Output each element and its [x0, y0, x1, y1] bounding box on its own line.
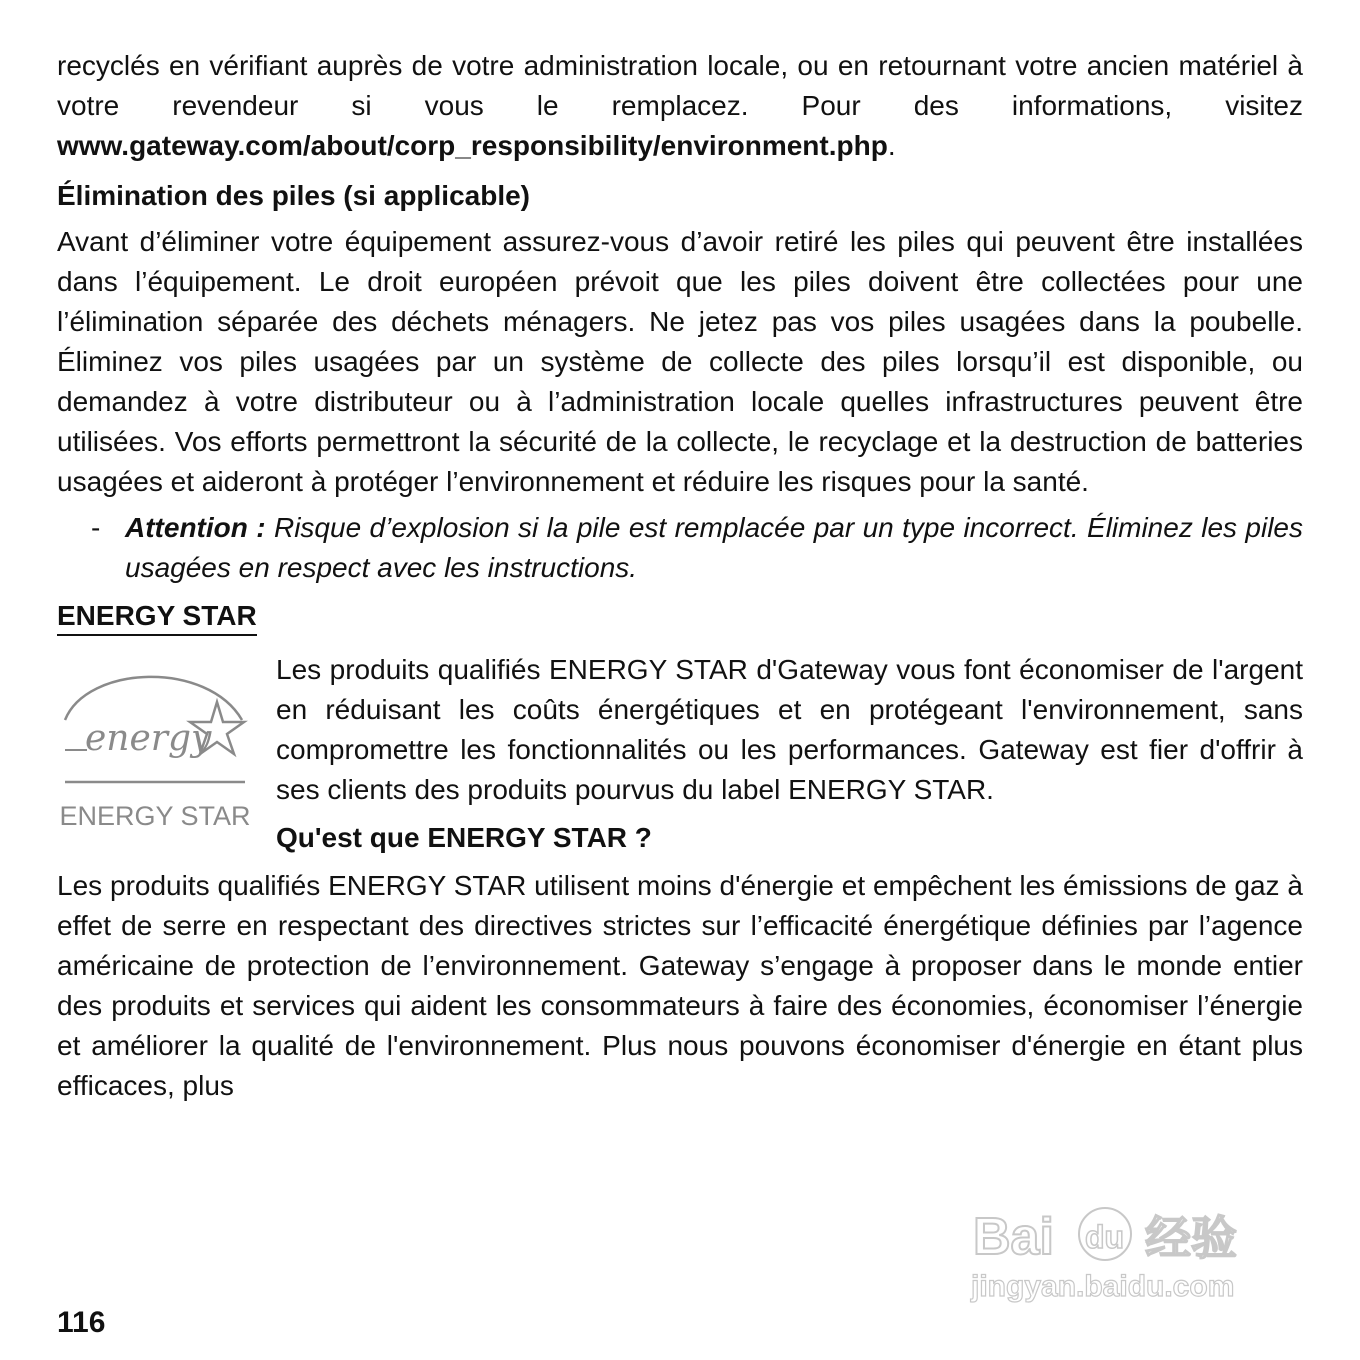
attention-note: [57, 508, 1303, 588]
environment-link[interactable]: www.gateway.com/about/corp_responsibility/environment.php: [57, 130, 888, 161]
logo-script: energy: [85, 718, 212, 759]
attention-label: Attention :: [125, 512, 266, 543]
logo-caption: ENERGY STAR: [59, 801, 251, 831]
energy-star-body: Les produits qualifiés ENERGY STAR utilisent moins d'énergie et empêchent les émissions de gaz à effet de serre en respectant des directives strictes sur l’efficacité énergétique définies par l’agence américaine de protection de l’environnement. Gateway s’engage à proposer dans le monde entier des produits et services qui aident les consommateurs à faire des économies, économiser l’énergie et améliorer la qualité de l'environnement. Plus nous pouvons économiser d'énergie en étant plus efficaces, plus: [57, 870, 1303, 1101]
page-number: 116: [57, 1306, 106, 1339]
energy-star-intro: Les produits qualifiés ENERGY STAR d'Gateway vous font économiser de l'argent en réduisant les coûts énergétiques et en protégeant l'environnement, sans compromettre les fonctionnalités ou les performances. Gateway est fier d'offrir à ses clients des produits pourvus du label ENERGY STAR.: [276, 654, 1303, 805]
watermark-brand: Bai: [973, 1208, 1054, 1266]
attention-note-body: [125, 508, 1303, 588]
attention-text: Risque d’explosion si la pile est remplacée par un type incorrect. Éliminez les piles usagées en respect avec les instructions.: [125, 512, 1303, 583]
energy-star-text: [276, 650, 1303, 866]
battery-disposal-paragraph: Avant d’éliminer votre équipement assurez-vous d’avoir retiré les piles qui peuvent être installées dans l’équipement. Le droit européen prévoit que les piles doivent être collectées pour une l’élimination séparée des déchets ménagers. Ne jetez pas vos piles usagées dans la poubelle. Éliminez vos piles usagées par un système de collecte des piles lorsqu’il est disponible, ou demandez à votre distributeur ou à l’administration locale quelles infrastructures peuvent être utilisées. Vos efforts permettront la sécurité de la collecte, le recyclage et la destruction de batteries usagées et aideront à protéger l’environnement et réduire les risques pour la santé.: [57, 226, 1303, 497]
baidu-watermark: [965, 1192, 1285, 1312]
energy-star-block: [57, 650, 1303, 866]
document-page: [57, 46, 1303, 1106]
bullet-dash: -: [91, 512, 101, 543]
energy-star-logo-graphic: [57, 650, 257, 840]
energy-star-title: ENERGY STAR: [57, 598, 257, 636]
watermark-brand-cn: 经验: [1145, 1211, 1237, 1265]
intro-paragraph: [57, 46, 1303, 166]
energy-star-question: Qu'est que ENERGY STAR ?: [276, 822, 652, 853]
logo-arc: [65, 677, 242, 720]
battery-disposal-heading: Élimination des piles (si applicable): [57, 180, 531, 211]
intro-period: .: [887, 130, 896, 161]
watermark-url: jingyan.baidu.com: [971, 1270, 1235, 1303]
intro-text: recyclés en vérifiant auprès de votre administration locale, ou en retournant votre ancien matériel à votre revendeur si vous le remplacez. Pour des informations, visitez: [57, 50, 1303, 121]
watermark-brand-du: du: [1085, 1219, 1125, 1255]
energy-star-logo: [57, 650, 276, 866]
